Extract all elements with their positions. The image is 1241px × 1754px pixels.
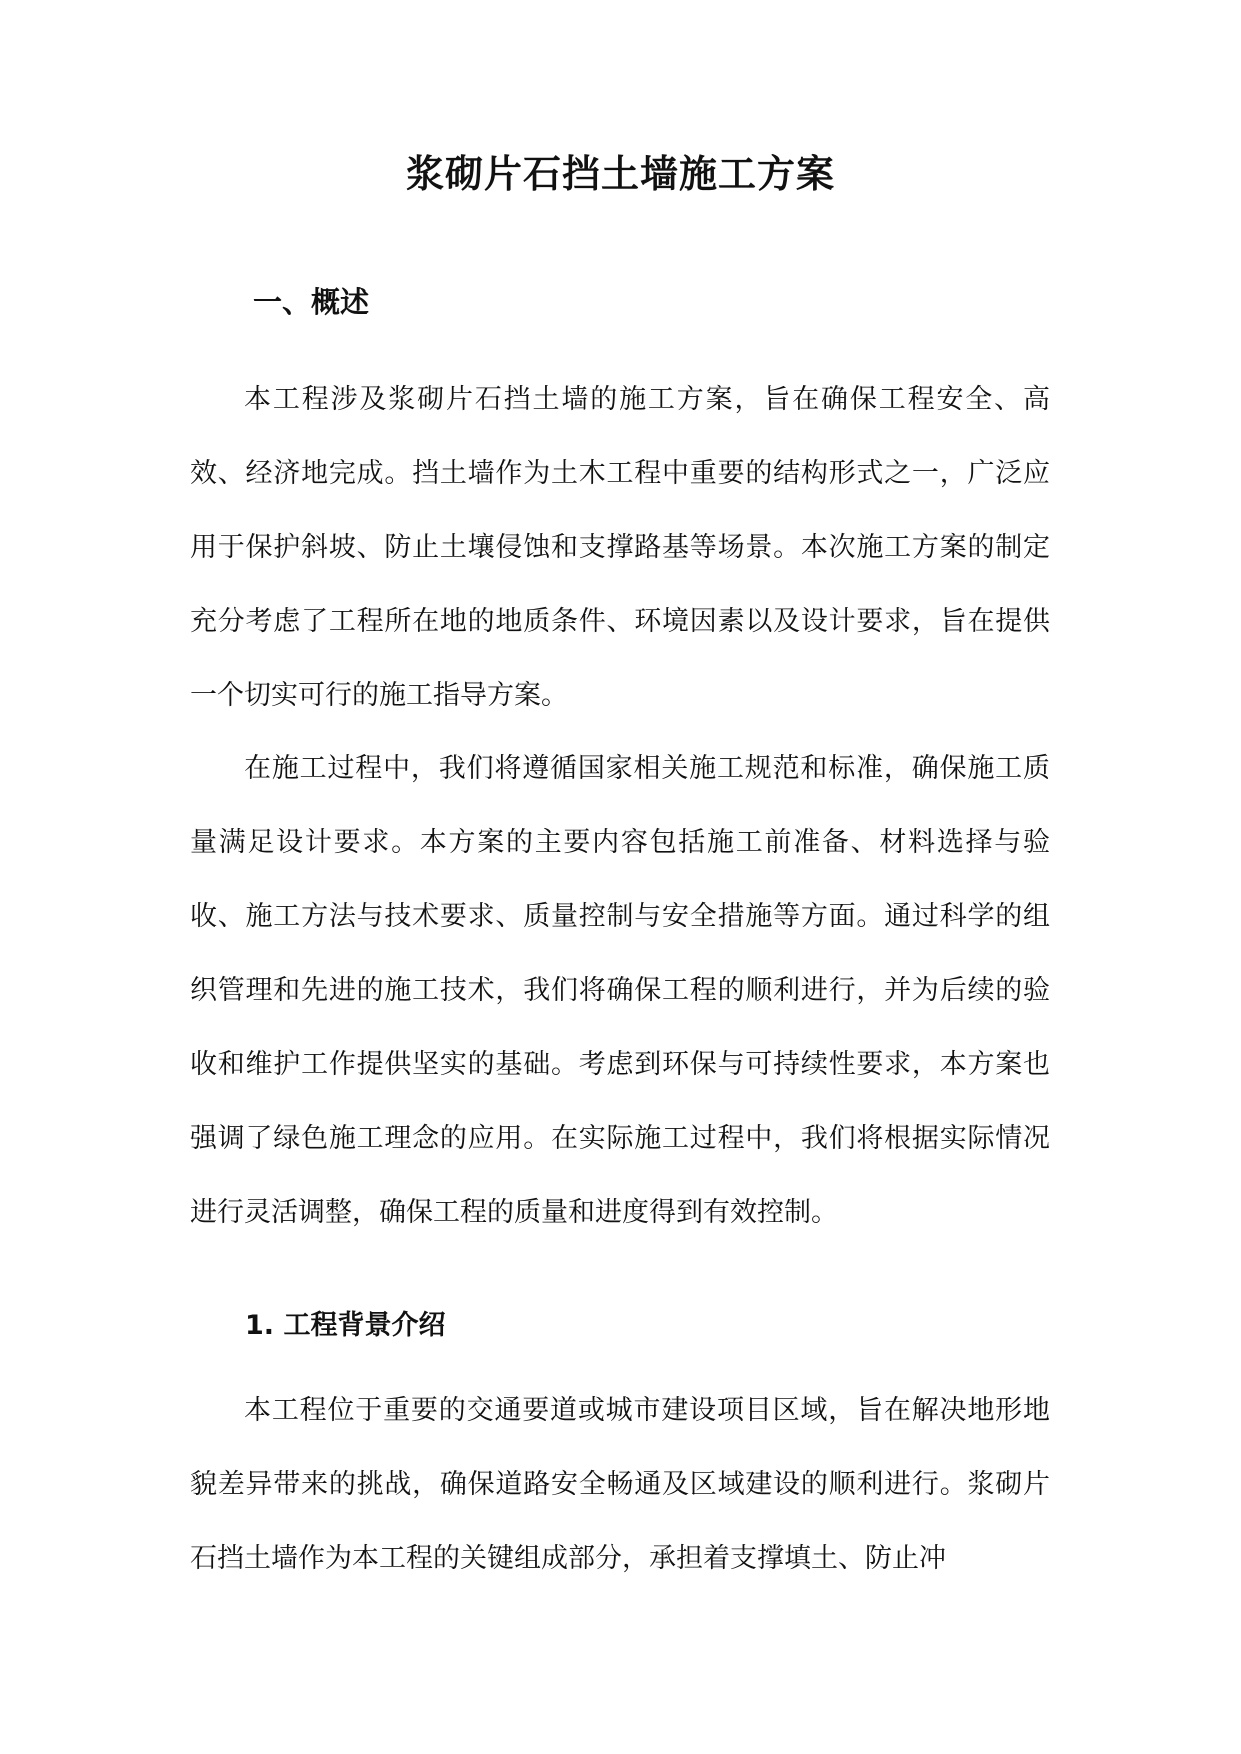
overview-paragraph-1: 本工程涉及浆砌片石挡土墙的施工方案，旨在确保工程安全、高效、经济地完成。挡土墙作为土木工程中重要的结构形式之一，广泛应用于保护斜坡、防止土壤侵蚀和支撑路基等场景。本次施工方案的制定充分考虑了工程所在地的地质条件、环境因素以及设计要求，旨在提供一个切实可行的施工指导方案。 [190, 384, 1050, 711]
section-heading-overview: 一、概述 [253, 285, 370, 319]
overview-paragraph-2: 在施工过程中，我们将遵循国家相关施工规范和标准，确保施工质量满足设计要求。本方案的主要内容包括施工前准备、材料选择与验收、施工方法与技术要求、质量控制与安全措施等方面。通过科学的组织管理和先进的施工技术，我们将确保工程的顺利进行，并为后续的验收和维护工作提供坚实的基础。考虑到环保与可持续性要求，本方案也强调了绿色施工理念的应用。在实际施工过程中，我们将根据实际情况进行灵活调整，确保工程的质量和进度得到有效控制。 [190, 753, 1050, 1228]
background-paragraph-1: 本工程位于重要的交通要道或城市建设项目区域，旨在解决地形地貌差异带来的挑战，确保道路安全畅通及区域建设的顺利进行。浆砌片石挡土墙作为本工程的关键组成部分，承担着支撑填土、防止冲 [190, 1395, 1050, 1574]
document-title: 浆砌片石挡土墙施工方案 [405, 151, 835, 196]
subsection-heading-background: 1. 工程背景介绍 [245, 1310, 446, 1341]
